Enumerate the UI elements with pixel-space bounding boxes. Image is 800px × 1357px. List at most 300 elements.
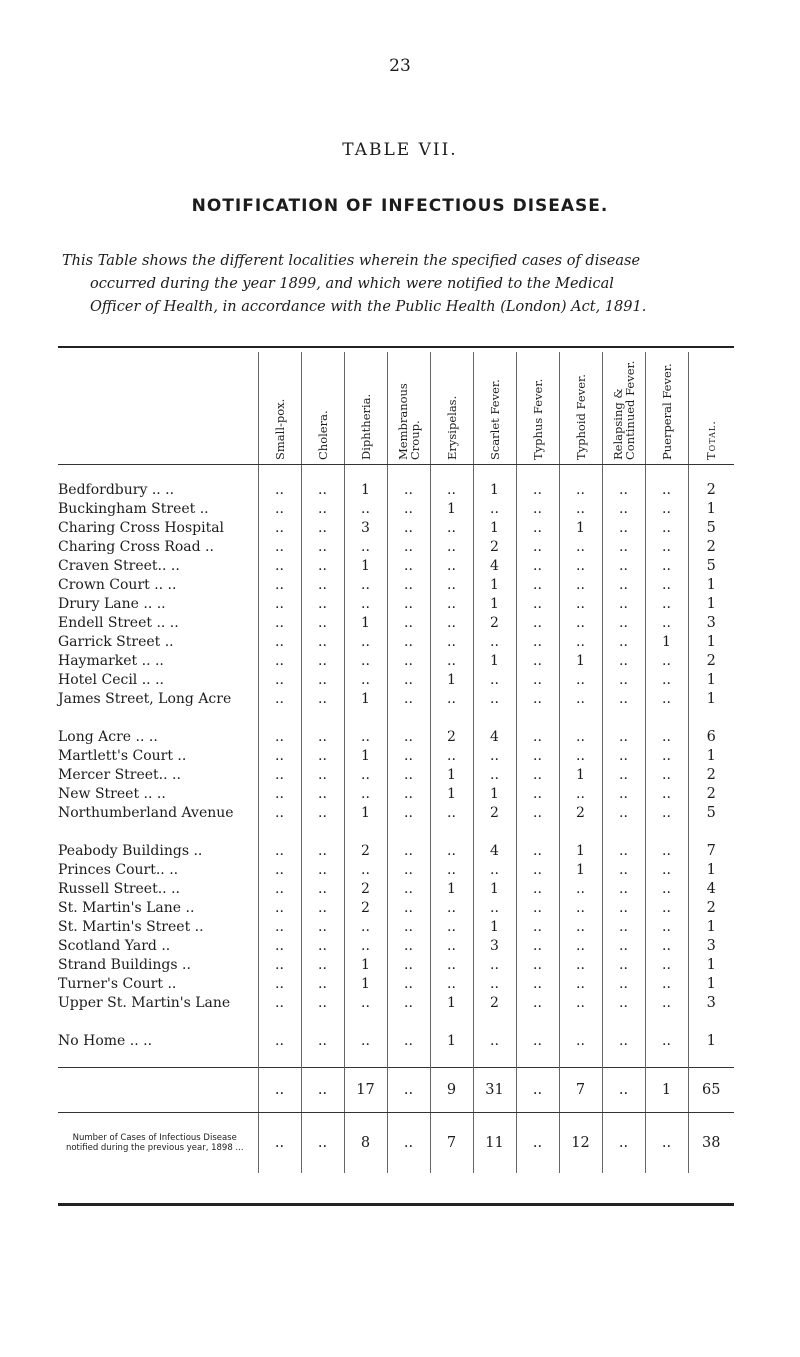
count-cell: .. — [258, 956, 301, 975]
count-cell: .. — [344, 918, 387, 937]
table-row — [58, 994, 734, 1032]
table-row — [58, 899, 734, 918]
count-cell: .. — [258, 633, 301, 652]
count-cell: 1 — [430, 1032, 473, 1051]
spacer-cell — [645, 465, 688, 482]
previous-year-cell: 7 — [430, 1113, 473, 1174]
locality-cell: Bedfordbury .. .. — [58, 482, 175, 498]
column-total-cell: 17 — [344, 1068, 387, 1113]
count-cell: .. — [430, 747, 473, 766]
count-cell: .. — [387, 918, 430, 937]
count-cell: .. — [473, 1032, 516, 1051]
row-total-cell: 1 — [688, 500, 734, 519]
locality-cell: Martlett's Court .. — [58, 748, 187, 764]
count-cell: .. — [516, 804, 559, 842]
locality-cell: Garrick Street .. — [58, 634, 174, 650]
locality-cell: Crown Court .. .. — [58, 577, 177, 593]
count-cell: .. — [387, 747, 430, 766]
locality-cell: Craven Street.. .. — [58, 558, 180, 574]
count-cell: .. — [387, 766, 430, 785]
previous-year-cell: 8 — [344, 1113, 387, 1174]
count-cell: .. — [516, 557, 559, 576]
row-total-cell: 7 — [688, 842, 734, 861]
count-cell: .. — [387, 804, 430, 842]
count-cell: .. — [387, 899, 430, 918]
count-cell: .. — [602, 1032, 645, 1051]
table-row — [58, 652, 734, 671]
count-cell: 1 — [430, 994, 473, 1032]
count-cell: 1 — [559, 652, 602, 671]
intro-line: Officer of Health, in accordance with the Public Health (London) Act, 1891. — [90, 299, 647, 315]
count-cell: .. — [301, 538, 344, 557]
count-cell: .. — [516, 747, 559, 766]
column-header — [473, 352, 516, 465]
count-cell: .. — [559, 557, 602, 576]
count-cell: .. — [602, 842, 645, 861]
count-cell: .. — [645, 842, 688, 861]
locality-cell: Drury Lane .. .. — [58, 596, 166, 612]
row-total-cell: 2 — [688, 481, 734, 500]
count-cell: .. — [258, 652, 301, 671]
column-header — [602, 352, 645, 465]
count-cell: .. — [430, 937, 473, 956]
count-cell: .. — [602, 994, 645, 1032]
count-cell: 1 — [430, 500, 473, 519]
column-header — [344, 352, 387, 465]
count-cell: .. — [602, 671, 645, 690]
table-row — [58, 595, 734, 614]
count-cell: 1 — [344, 747, 387, 766]
count-cell: .. — [258, 918, 301, 937]
column-header-label: Typhoid Fever. — [573, 374, 588, 460]
count-cell: 2 — [473, 538, 516, 557]
count-cell: .. — [430, 899, 473, 918]
count-cell: .. — [301, 614, 344, 633]
count-cell: .. — [301, 671, 344, 690]
previous-year-cell: .. — [645, 1113, 688, 1174]
count-cell: 3 — [473, 937, 516, 956]
count-cell: 1 — [344, 614, 387, 633]
count-cell: .. — [645, 975, 688, 994]
count-cell: .. — [344, 994, 387, 1032]
row-total-cell: 2 — [688, 785, 734, 804]
table-row — [58, 557, 734, 576]
count-cell: .. — [602, 937, 645, 956]
spacer-cell — [688, 1051, 734, 1068]
count-cell: .. — [301, 899, 344, 918]
count-cell: .. — [473, 766, 516, 785]
table-row — [58, 481, 734, 500]
locality-cell: James Street, Long Acre — [58, 691, 232, 707]
previous-year-cell: .. — [516, 1113, 559, 1174]
table-row — [58, 804, 734, 842]
count-cell: .. — [559, 899, 602, 918]
count-cell: .. — [602, 766, 645, 785]
locality-cell: Mercer Street.. .. — [58, 767, 181, 783]
count-cell: .. — [258, 519, 301, 538]
count-cell: .. — [387, 956, 430, 975]
count-cell: .. — [516, 937, 559, 956]
count-cell: .. — [258, 975, 301, 994]
count-cell: .. — [602, 576, 645, 595]
column-header — [559, 352, 602, 465]
count-cell: .. — [516, 1032, 559, 1051]
count-cell: 1 — [344, 804, 387, 842]
count-cell: .. — [516, 975, 559, 994]
count-cell: 2 — [344, 899, 387, 918]
count-cell: .. — [516, 576, 559, 595]
count-cell: 1 — [344, 557, 387, 576]
count-cell: .. — [344, 538, 387, 557]
count-cell: .. — [430, 956, 473, 975]
previous-year-cell: .. — [301, 1113, 344, 1174]
count-cell: .. — [473, 899, 516, 918]
table-row — [58, 918, 734, 937]
locality-cell: Princes Court.. .. — [58, 862, 179, 878]
table-bottom-rule — [58, 1203, 734, 1206]
column-header-label: Membranous Croup. — [395, 383, 422, 460]
row-total-cell: 1 — [688, 918, 734, 937]
locality-cell: No Home .. .. — [58, 1033, 153, 1049]
count-cell: 1 — [559, 861, 602, 880]
count-cell: 1 — [473, 519, 516, 538]
column-total-cell: 9 — [430, 1068, 473, 1113]
count-cell: .. — [387, 861, 430, 880]
spacer-cell — [688, 465, 734, 482]
table-row — [58, 861, 734, 880]
count-cell: .. — [559, 633, 602, 652]
count-cell: .. — [301, 975, 344, 994]
row-total-cell: 5 — [688, 557, 734, 576]
count-cell: .. — [602, 595, 645, 614]
locality-cell: Endell Street .. .. — [58, 615, 179, 631]
count-cell: .. — [301, 804, 344, 842]
count-cell: .. — [301, 633, 344, 652]
count-cell: .. — [602, 614, 645, 633]
table-row — [58, 975, 734, 994]
spacer-cell — [301, 465, 344, 482]
count-cell: .. — [473, 690, 516, 728]
count-cell: 1 — [473, 880, 516, 899]
count-cell: .. — [301, 880, 344, 899]
count-cell: 2 — [430, 728, 473, 747]
previous-year-cell: .. — [258, 1113, 301, 1174]
count-cell: 2 — [473, 994, 516, 1032]
count-cell: .. — [516, 519, 559, 538]
count-cell: .. — [301, 652, 344, 671]
table-top-rule — [58, 346, 734, 348]
count-cell: .. — [645, 519, 688, 538]
spacer-cell — [430, 1051, 473, 1068]
count-cell: .. — [473, 747, 516, 766]
row-total-cell: 6 — [688, 728, 734, 747]
locality-cell: Russell Street.. .. — [58, 881, 180, 897]
table-row — [58, 747, 734, 766]
count-cell: .. — [344, 500, 387, 519]
count-cell: .. — [516, 880, 559, 899]
count-cell: .. — [344, 671, 387, 690]
count-cell: .. — [430, 595, 473, 614]
count-cell: .. — [473, 975, 516, 994]
column-header — [516, 352, 559, 465]
count-cell: .. — [387, 937, 430, 956]
count-cell: .. — [516, 899, 559, 918]
count-cell: .. — [645, 576, 688, 595]
row-total-cell: 2 — [688, 652, 734, 671]
table-row — [58, 937, 734, 956]
count-cell: 1 — [559, 519, 602, 538]
count-cell: .. — [645, 880, 688, 899]
count-cell: .. — [645, 918, 688, 937]
count-cell: .. — [602, 519, 645, 538]
count-cell: .. — [645, 595, 688, 614]
spacer-cell — [301, 1051, 344, 1068]
spacer-row — [58, 465, 734, 482]
count-cell: .. — [258, 671, 301, 690]
count-cell: .. — [602, 880, 645, 899]
table-body — [58, 481, 734, 1051]
table-row — [58, 519, 734, 538]
spacer-cell — [602, 1051, 645, 1068]
page-title: NOTIFICATION OF INFECTIOUS DISEASE. — [191, 196, 609, 216]
count-cell: 1 — [473, 481, 516, 500]
row-total-cell: 1 — [688, 595, 734, 614]
count-cell: .. — [301, 842, 344, 861]
count-cell: .. — [301, 918, 344, 937]
spacer-cell — [602, 465, 645, 482]
count-cell: .. — [559, 785, 602, 804]
row-total-cell: 1 — [688, 1032, 734, 1051]
count-cell: .. — [301, 519, 344, 538]
count-cell: .. — [645, 994, 688, 1032]
count-cell: .. — [387, 671, 430, 690]
row-total-cell: 3 — [688, 937, 734, 956]
count-cell: .. — [516, 652, 559, 671]
count-cell: .. — [387, 728, 430, 747]
count-cell: .. — [516, 728, 559, 747]
count-cell: .. — [645, 614, 688, 633]
column-total-cell: 31 — [473, 1068, 516, 1113]
count-cell: .. — [516, 861, 559, 880]
column-total-cell: .. — [602, 1068, 645, 1113]
count-cell: .. — [258, 804, 301, 842]
count-cell: .. — [301, 690, 344, 728]
count-cell: .. — [645, 956, 688, 975]
spacer-cell — [258, 465, 301, 482]
count-cell: .. — [344, 766, 387, 785]
previous-year-cell: .. — [387, 1113, 430, 1174]
column-header — [387, 352, 430, 465]
table-row — [58, 576, 734, 595]
count-cell: .. — [344, 576, 387, 595]
count-cell: .. — [516, 918, 559, 937]
count-cell: 1 — [473, 785, 516, 804]
spacer-cell — [473, 465, 516, 482]
spacer-cell — [58, 1051, 258, 1068]
count-cell: .. — [559, 918, 602, 937]
table-row — [58, 671, 734, 690]
column-total-cell: .. — [258, 1068, 301, 1113]
row-total-cell: 4 — [688, 880, 734, 899]
row-total-cell: 3 — [688, 994, 734, 1032]
count-cell: .. — [645, 652, 688, 671]
previous-year-label-cell — [58, 1113, 258, 1174]
count-cell: .. — [645, 899, 688, 918]
count-cell: .. — [516, 633, 559, 652]
locality-cell: St. Martin's Lane .. — [58, 900, 195, 916]
count-cell: .. — [301, 728, 344, 747]
count-cell: .. — [301, 1032, 344, 1051]
column-header-label: Total. — [704, 420, 719, 460]
previous-year-cell: .. — [602, 1113, 645, 1174]
column-total-cell: .. — [301, 1068, 344, 1113]
count-cell: .. — [645, 690, 688, 728]
column-total-cell: .. — [387, 1068, 430, 1113]
row-total-cell: 1 — [688, 956, 734, 975]
spacer-cell — [559, 465, 602, 482]
count-cell: 2 — [344, 880, 387, 899]
count-cell: .. — [645, 785, 688, 804]
table-row — [58, 842, 734, 861]
count-cell: .. — [602, 747, 645, 766]
column-header-label: Typhus Fever. — [530, 378, 545, 460]
column-header — [645, 352, 688, 465]
count-cell: 2 — [473, 614, 516, 633]
count-cell: .. — [258, 899, 301, 918]
count-cell: .. — [344, 937, 387, 956]
table-row — [58, 633, 734, 652]
row-total-cell: 1 — [688, 747, 734, 766]
column-header-label: Cholera. — [315, 410, 330, 460]
count-cell: .. — [430, 633, 473, 652]
count-cell: .. — [473, 956, 516, 975]
count-cell: .. — [258, 937, 301, 956]
count-cell: .. — [258, 747, 301, 766]
count-cell: .. — [430, 538, 473, 557]
count-cell: .. — [645, 500, 688, 519]
count-cell: 1 — [344, 975, 387, 994]
row-total-cell: 2 — [688, 538, 734, 557]
spacer-row — [58, 1051, 734, 1068]
count-cell: .. — [258, 690, 301, 728]
row-total-cell: 5 — [688, 519, 734, 538]
count-cell: .. — [645, 766, 688, 785]
count-cell: .. — [602, 918, 645, 937]
count-cell: .. — [559, 671, 602, 690]
count-cell: .. — [258, 481, 301, 500]
count-cell: .. — [344, 633, 387, 652]
locality-cell: Upper St. Martin's Lane — [58, 995, 231, 1011]
row-total-cell: 3 — [688, 614, 734, 633]
count-cell: .. — [645, 1032, 688, 1051]
row-total-cell: 1 — [688, 975, 734, 994]
count-cell: .. — [602, 652, 645, 671]
count-cell: .. — [430, 918, 473, 937]
spacer-cell — [559, 1051, 602, 1068]
count-cell: .. — [516, 785, 559, 804]
count-cell: 4 — [473, 728, 516, 747]
locality-cell: Buckingham Street .. — [58, 501, 209, 517]
count-cell: .. — [258, 842, 301, 861]
count-cell: .. — [387, 519, 430, 538]
count-cell: .. — [516, 842, 559, 861]
count-cell: .. — [473, 500, 516, 519]
count-cell: .. — [559, 956, 602, 975]
count-cell: 1 — [473, 595, 516, 614]
count-cell: .. — [430, 690, 473, 728]
count-cell: .. — [430, 652, 473, 671]
count-cell: .. — [473, 671, 516, 690]
count-cell: .. — [258, 614, 301, 633]
locality-cell: Strand Buildings .. — [58, 957, 191, 973]
count-cell: .. — [645, 481, 688, 500]
count-cell: .. — [645, 747, 688, 766]
page-number: 23 — [389, 56, 411, 76]
count-cell: .. — [559, 500, 602, 519]
spacer-cell — [430, 465, 473, 482]
locality-cell: Northumberland Avenue — [58, 805, 234, 821]
locality-cell: Long Acre .. .. — [58, 729, 158, 745]
count-cell: .. — [301, 861, 344, 880]
count-cell: .. — [387, 785, 430, 804]
count-cell: 1 — [430, 880, 473, 899]
count-cell: .. — [430, 519, 473, 538]
count-cell: .. — [602, 804, 645, 842]
intro-line: occurred during the year 1899, and which were notified to the Medical — [90, 276, 614, 292]
count-cell: .. — [559, 538, 602, 557]
previous-year-cell: 38 — [688, 1113, 734, 1174]
column-total-cell: 1 — [645, 1068, 688, 1113]
count-cell: .. — [430, 861, 473, 880]
totals-label — [58, 1068, 258, 1113]
column-total-cell: 7 — [559, 1068, 602, 1113]
count-cell: .. — [645, 728, 688, 747]
count-cell: .. — [387, 690, 430, 728]
count-cell: 1 — [344, 481, 387, 500]
table-row — [58, 766, 734, 785]
column-header-label: Diphtheria. — [358, 393, 373, 460]
count-cell: .. — [387, 500, 430, 519]
intro-paragraph — [62, 250, 752, 319]
count-cell: .. — [387, 652, 430, 671]
count-cell: 1 — [473, 652, 516, 671]
count-cell: .. — [559, 595, 602, 614]
table-row — [58, 1032, 734, 1051]
count-cell: 2 — [559, 804, 602, 842]
count-cell: .. — [258, 880, 301, 899]
locality-cell: Peabody Buildings .. — [58, 843, 203, 859]
locality-cell: New Street .. .. — [58, 786, 166, 802]
count-cell: .. — [559, 614, 602, 633]
table-row — [58, 880, 734, 899]
spacer-cell — [473, 1051, 516, 1068]
count-cell: .. — [430, 804, 473, 842]
count-cell: .. — [387, 1032, 430, 1051]
count-cell: .. — [387, 994, 430, 1032]
count-cell: .. — [258, 994, 301, 1032]
count-cell: .. — [559, 1032, 602, 1051]
count-cell: .. — [559, 937, 602, 956]
table-row — [58, 690, 734, 728]
count-cell: .. — [430, 557, 473, 576]
table-label: TABLE VII. — [342, 140, 458, 160]
locality-cell: St. Martin's Street .. — [58, 919, 204, 935]
count-cell: .. — [473, 633, 516, 652]
count-cell: .. — [387, 880, 430, 899]
count-cell: .. — [258, 557, 301, 576]
count-cell: .. — [387, 481, 430, 500]
count-cell: .. — [387, 842, 430, 861]
